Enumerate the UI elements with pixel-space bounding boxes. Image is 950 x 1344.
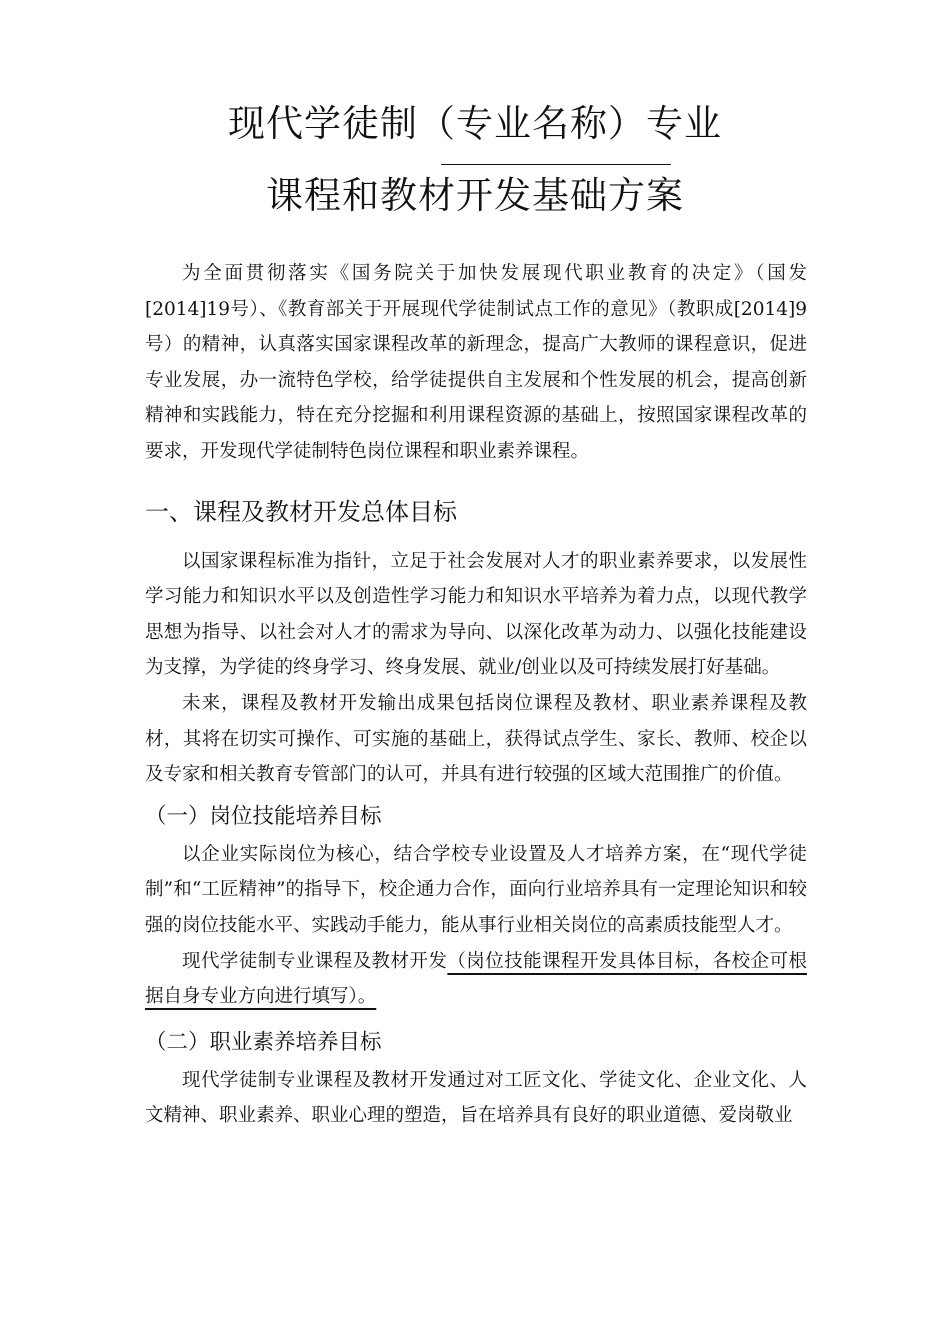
section-heading-overall-goals: 一、课程及教材开发总体目标 <box>145 497 457 526</box>
job-skills-paragraph-2 <box>145 944 807 1015</box>
subsection-heading-professional-quality: （二）职业素养培养目标 <box>145 1029 382 1055</box>
overall-goals-paragraph-1: 以国家课程标准为指针，立足于社会发展对人才的职业素养要求，以发展性学习能力和知识水平以及创造性学习能力和知识水平培养为着力点，以现代教学思想为指导、以社会对人才的需求为导向、以深化改革为动力、以强化技能建设为支撑，为学徒的终身学习、终身发展、就业/创业以及可持续发展打好基础。 <box>145 550 807 679</box>
fill-in-placeholder-text: （岗位技能课程开发具体目标，各校企可根据自身专业方向进行填写）。 <box>145 950 807 1008</box>
document-title-line2: 课程和教材开发基础方案 <box>266 174 684 217</box>
job-skills-paragraph-2-text: 现代学徒制专业课程及教材开发 <box>182 950 448 972</box>
document-body <box>145 256 807 1134</box>
job-skills-paragraph-1: 以企业实际岗位为核心，结合学校专业设置及人才培养方案，在“现代学徒制”和“工匠精神”的指导下，校企通力合作，面向行业培养具有一定理论知识和较强的岗位技能水平、实践动手能力，能从事行业相关岗位的高素质技能型人才。 <box>145 843 807 936</box>
title-fill-in-rule <box>441 164 671 165</box>
document-title-line1: 现代学徒制（专业名称）专业 <box>228 102 722 145</box>
professional-quality-paragraph-1: 现代学徒制专业课程及教材开发通过对工匠文化、学徒文化、企业文化、人文精神、职业素养、职业心理的塑造，旨在培养具有良好的职业道德、爱岗敬业 <box>145 1069 807 1127</box>
overall-goals-paragraph-2: 未来，课程及教材开发输出成果包括岗位课程及教材、职业素养课程及教材，其将在切实可操作、可实施的基础上，获得试点学生、家长、教师、校企以及专家和相关教育专管部门的认可，并具有进行较强的区域大范围推广的价值。 <box>145 692 807 786</box>
subsection-heading-job-skills: （一）岗位技能培养目标 <box>145 803 382 829</box>
intro-paragraph: 为全面贯彻落实《国务院关于加快发展现代职业教育的决定》（国发[2014]19号）、《教育部关于开展现代学徒制试点工作的意见》（教职成[2014]9号）的精神，认真落实国家课程改革的新理念，提高广大教师的课程意识，促进专业发展，办一流特色学校，给学徒提供自主发展和个性发展的机会，提高创新精神和实践能力，特在充分挖掘和利用课程资源的基础上，按照国家课程改革的要求，开发现代学徒制特色岗位课程和职业素养课程。 <box>145 263 807 462</box>
